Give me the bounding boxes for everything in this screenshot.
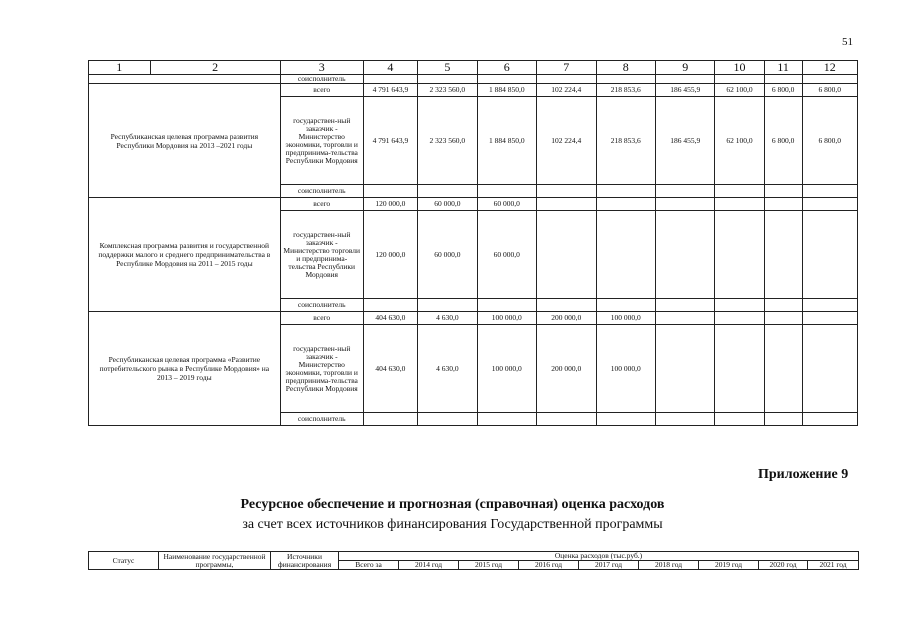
year-column-header: Всего за [339,561,399,570]
value-cell [537,211,596,299]
value-cell: 4 791 643,9 [363,84,417,97]
year-column-header: 2020 год [759,561,808,570]
status-header: Статус [89,552,159,570]
value-cell [715,211,764,299]
value-cell [764,198,802,211]
value-cell [715,198,764,211]
table-row [89,75,858,84]
source-cell: государствен-ный заказчик - Министерство экономики, торговли и предпринима-тельства Республики Мордовия [280,97,363,185]
value-cell [802,185,857,198]
value-cell [596,211,655,299]
value-cell [764,211,802,299]
source-cell: соисполнитель [280,299,363,312]
value-cell: 120 000,0 [363,211,417,299]
value-cell [363,75,417,84]
name-header: Наименование государственной программы, [159,552,271,570]
year-column-header: 2021 год [808,561,859,570]
value-cell [764,325,802,413]
value-cell: 6 800,0 [764,97,802,185]
source-cell: всего [280,312,363,325]
table-row [89,312,858,325]
empty-cell [89,75,281,84]
column-number: 11 [764,61,802,75]
value-cell: 404 630,0 [363,312,417,325]
value-cell [764,413,802,426]
year-column-header: 2016 год [519,561,579,570]
value-cell [537,75,596,84]
value-cell [715,325,764,413]
value-cell [477,185,536,198]
year-column-header: 2017 год [579,561,639,570]
year-column-header: 2014 год [399,561,459,570]
column-number: 3 [280,61,363,75]
value-cell [537,413,596,426]
value-cell: 100 000,0 [477,325,536,413]
value-cell: 60 000,0 [418,198,477,211]
section-title: Ресурсное обеспечение и прогнозная (справочная) оценка расходов [240,497,665,512]
value-cell: 62 100,0 [715,97,764,185]
value-cell: 120 000,0 [363,198,417,211]
value-cell [537,299,596,312]
value-cell: 1 884 850,0 [477,84,536,97]
program-name-cell: Республиканская целевая программа «Развитие потребительского рынка в Республике Мордовия» на 2013 – 2019 годы [89,312,281,426]
value-cell [802,299,857,312]
year-column-header: 2015 год [459,561,519,570]
value-cell: 404 630,0 [363,325,417,413]
value-cell: 100 000,0 [596,325,655,413]
value-cell [802,198,857,211]
value-cell [655,299,714,312]
value-cell [363,185,417,198]
value-cell [655,211,714,299]
value-cell [363,413,417,426]
value-cell [537,198,596,211]
column-number: 8 [596,61,655,75]
value-cell [655,198,714,211]
column-number: 4 [363,61,417,75]
table-row [89,198,858,211]
value-cell [596,75,655,84]
value-cell: 62 100,0 [715,84,764,97]
resource-table-header [88,551,859,570]
value-cell [715,75,764,84]
value-cell: 60 000,0 [477,211,536,299]
section-subtitle: за счет всех источников финансирования Государственной программы [242,517,663,532]
column-number: 2 [150,61,280,75]
value-cell [802,325,857,413]
source-cell: всего [280,84,363,97]
value-cell [477,75,536,84]
value-cell [477,299,536,312]
value-cell: 60 000,0 [477,198,536,211]
value-cell [655,325,714,413]
source-cell: соисполнитель [280,185,363,198]
value-cell: 100 000,0 [596,312,655,325]
value-cell [802,211,857,299]
column-number: 1 [89,61,151,75]
sources-header: Источники финансирования [271,552,339,570]
value-cell [418,185,477,198]
value-cell: 1 884 850,0 [477,97,536,185]
column-number: 9 [655,61,714,75]
value-cell [715,413,764,426]
value-cell [802,75,857,84]
value-cell: 186 455,9 [655,97,714,185]
value-cell [655,185,714,198]
estimate-header: Оценка расходов (тыс.руб.) [339,552,859,561]
value-cell [418,299,477,312]
value-cell: 186 455,9 [655,84,714,97]
value-cell: 102 224,4 [537,84,596,97]
value-cell: 4 630,0 [418,325,477,413]
value-cell [715,312,764,325]
year-column-header: 2018 год [639,561,699,570]
value-cell: 2 323 560,0 [418,84,477,97]
value-cell [596,413,655,426]
value-cell [655,312,714,325]
value-cell [596,185,655,198]
source-cell: соисполнитель [280,75,363,84]
value-cell: 218 853,6 [596,97,655,185]
program-name-cell: Республиканская целевая программа развития Республики Мордовия на 2013 –2021 годы [89,84,281,198]
value-cell [764,75,802,84]
source-cell: всего [280,198,363,211]
source-cell: соисполнитель [280,413,363,426]
value-cell [655,413,714,426]
value-cell: 200 000,0 [537,325,596,413]
value-cell: 102 224,4 [537,97,596,185]
value-cell [802,312,857,325]
value-cell: 200 000,0 [537,312,596,325]
value-cell [363,299,417,312]
value-cell [418,413,477,426]
value-cell: 218 853,6 [596,84,655,97]
value-cell [537,185,596,198]
column-number: 7 [537,61,596,75]
column-number: 6 [477,61,536,75]
value-cell [764,312,802,325]
value-cell [418,75,477,84]
column-number: 12 [802,61,857,75]
value-cell: 2 323 560,0 [418,97,477,185]
value-cell: 60 000,0 [418,211,477,299]
column-number: 5 [418,61,477,75]
value-cell [596,299,655,312]
source-cell: государствен-ный заказчик - Министерство торговли и предпринима-тельства Республики Мордовия [280,211,363,299]
column-number: 10 [715,61,764,75]
page-number: 51 [842,36,853,48]
value-cell: 100 000,0 [477,312,536,325]
value-cell [596,198,655,211]
value-cell: 6 800,0 [802,84,857,97]
value-cell [802,413,857,426]
value-cell [715,299,764,312]
program-name-cell: Комплексная программа развития и государственной поддержки малого и среднего предпринимательства в Республике Мордовия на 2011 – 2015 годы [89,198,281,312]
value-cell [764,299,802,312]
table-row [89,84,858,97]
value-cell [715,185,764,198]
table-header-row [89,61,858,75]
value-cell: 6 800,0 [764,84,802,97]
value-cell [764,185,802,198]
source-cell: государствен-ный заказчик - Министерство экономики, торговли и предпринима-тельства Республики Мордовия [280,325,363,413]
year-column-header: 2019 год [699,561,759,570]
value-cell: 4 630,0 [418,312,477,325]
budget-table [88,60,858,426]
value-cell [655,75,714,84]
value-cell: 4 791 643,9 [363,97,417,185]
value-cell: 6 800,0 [802,97,857,185]
appendix-label: Приложение 9 [758,467,849,482]
value-cell [477,413,536,426]
